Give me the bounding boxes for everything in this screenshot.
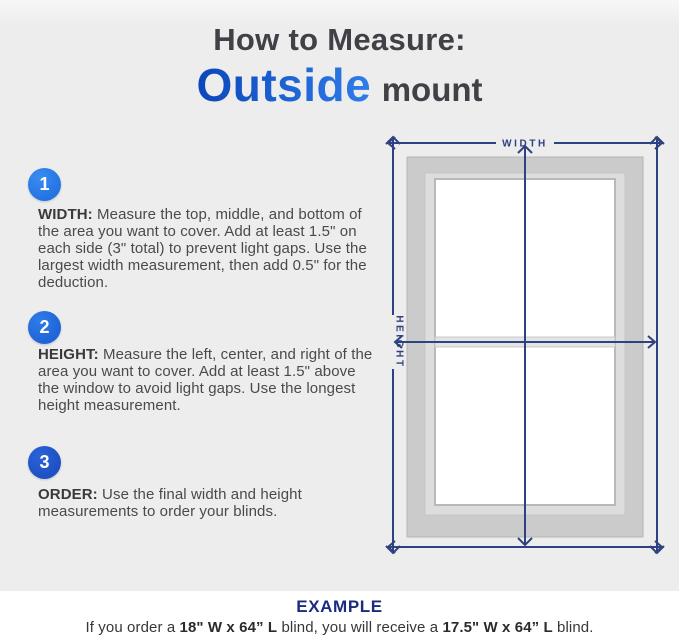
example-received-size: 17.5" W x 64” L xyxy=(442,619,553,636)
example-suffix: blind. xyxy=(552,619,594,636)
example-middle: blind, you will receive a xyxy=(277,619,443,636)
step-number: 2 xyxy=(39,317,50,337)
step-3-number-badge xyxy=(28,446,61,479)
window-measurement-diagram xyxy=(378,118,678,588)
example-footer xyxy=(0,591,679,644)
height-label: HEIGHT xyxy=(393,315,405,369)
example-ordered-size: 18" W x 64” L xyxy=(179,619,278,636)
step-1-body: Measure the top, middle, and bottom of the area you want to cover. Add at least 1.5" on each side (3" total) to prevent light gaps. Use the largest width measurement, then add 0.5" for the deduction. xyxy=(38,206,367,292)
width-label: WIDTH xyxy=(502,138,548,150)
page-title: How to Measure: xyxy=(213,22,466,57)
example-line xyxy=(0,619,679,636)
page-subtitle xyxy=(0,58,679,111)
step-number: 1 xyxy=(39,174,50,194)
example-heading: EXAMPLE xyxy=(296,597,383,616)
step-1-number-badge xyxy=(28,168,61,201)
step-3-text xyxy=(38,486,376,520)
step-number: 3 xyxy=(39,452,50,472)
diagram-svg xyxy=(378,118,678,588)
header xyxy=(0,24,679,109)
step-2-body: Measure the left, center, and right of the area you want to cover. Add at least 1.5" above the window to avoid light gaps. Use the longest height measurement. xyxy=(38,346,373,415)
step-2-text xyxy=(38,346,376,414)
step-3-body: Use the final width and height measurements to order your blinds. xyxy=(38,486,302,521)
step-2-number-badge xyxy=(28,311,61,344)
step-2-label: HEIGHT: xyxy=(38,346,99,363)
mount-type-suffix: mount xyxy=(381,70,483,108)
example-prefix: If you order a xyxy=(85,619,180,636)
mount-type-highlight: Outside xyxy=(196,58,372,111)
step-3-label: ORDER: xyxy=(38,486,98,503)
step-1-text xyxy=(38,206,376,291)
step-1-label: WIDTH: xyxy=(38,206,93,223)
